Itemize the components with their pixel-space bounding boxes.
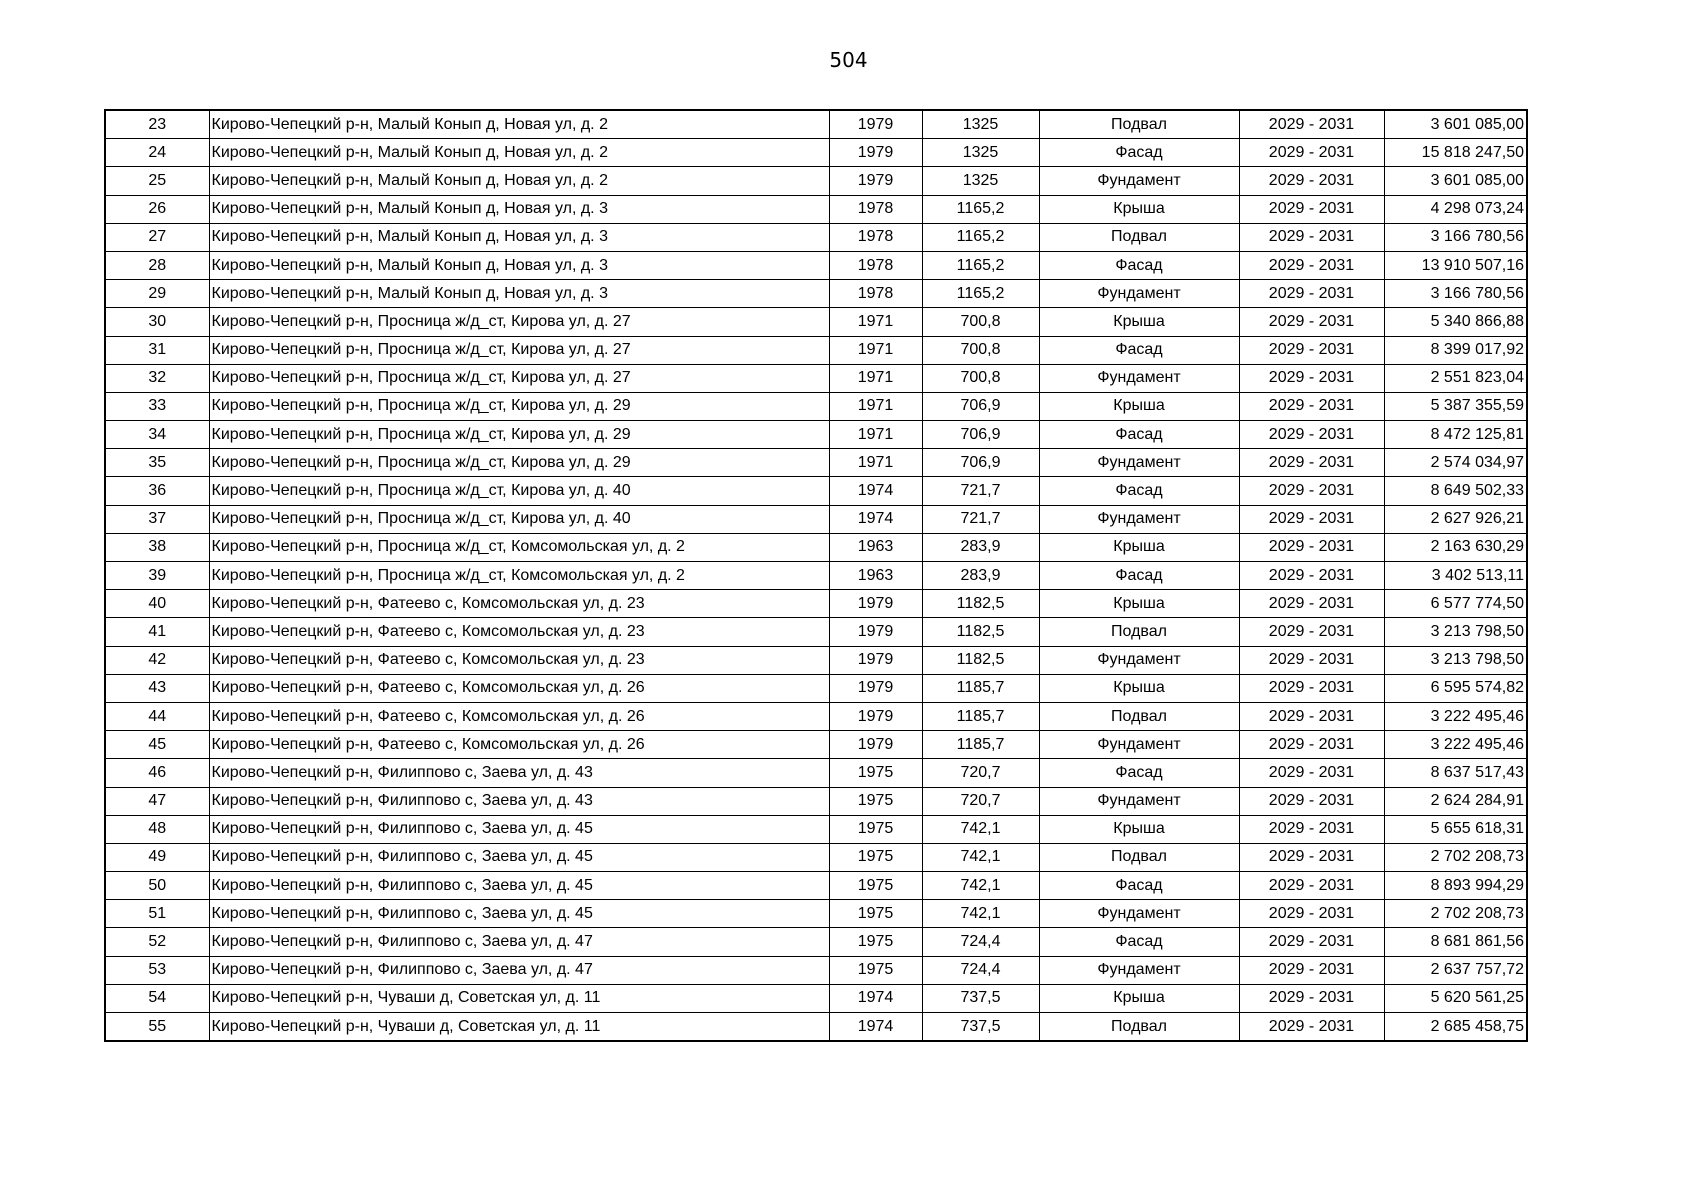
cell-year-built: 1975 [829, 872, 922, 900]
cell-period: 2029 - 2031 [1239, 900, 1384, 928]
cell-period: 2029 - 2031 [1239, 308, 1384, 336]
table-row [105, 702, 1527, 730]
cell-work-type: Фасад [1039, 139, 1239, 167]
cell-address: Кирово-Чепецкий р-н, Просница ж/д_ст, Кирова ул, д. 29 [209, 421, 829, 449]
cell-area: 1325 [922, 110, 1039, 139]
cell-cost: 8 637 517,43 [1384, 759, 1527, 787]
cell-address: Кирово-Чепецкий р-н, Фатеево с, Комсомольская ул, д. 26 [209, 674, 829, 702]
table-row [105, 787, 1527, 815]
cell-address: Кирово-Чепецкий р-н, Чуваши д, Советская ул, д. 11 [209, 1013, 829, 1042]
table-row [105, 308, 1527, 336]
cell-work-type: Фундамент [1039, 787, 1239, 815]
cell-work-type: Крыша [1039, 533, 1239, 561]
table-row [105, 956, 1527, 984]
cell-year-built: 1979 [829, 618, 922, 646]
cell-cost: 3 601 085,00 [1384, 110, 1527, 139]
cell-work-type: Фасад [1039, 759, 1239, 787]
table-row [105, 505, 1527, 533]
cell-work-type: Фундамент [1039, 364, 1239, 392]
cell-cost: 2 574 034,97 [1384, 449, 1527, 477]
cell-area: 742,1 [922, 872, 1039, 900]
cell-cost: 3 166 780,56 [1384, 223, 1527, 251]
cell-period: 2029 - 2031 [1239, 590, 1384, 618]
table-row [105, 984, 1527, 1012]
cell-cost: 5 655 618,31 [1384, 815, 1527, 843]
cell-period: 2029 - 2031 [1239, 421, 1384, 449]
table-row [105, 449, 1527, 477]
cell-address: Кирово-Чепецкий р-н, Малый Конып д, Новая ул, д. 3 [209, 223, 829, 251]
cell-address: Кирово-Чепецкий р-н, Фатеево с, Комсомольская ул, д. 23 [209, 590, 829, 618]
cell-address: Кирово-Чепецкий р-н, Чуваши д, Советская ул, д. 11 [209, 984, 829, 1012]
cell-address: Кирово-Чепецкий р-н, Малый Конып д, Новая ул, д. 2 [209, 167, 829, 195]
cell-period: 2029 - 2031 [1239, 646, 1384, 674]
cell-address: Кирово-Чепецкий р-н, Просница ж/д_ст, Кирова ул, д. 40 [209, 505, 829, 533]
cell-work-type: Крыша [1039, 674, 1239, 702]
cell-cost: 5 340 866,88 [1384, 308, 1527, 336]
cell-row-number: 54 [105, 984, 209, 1012]
cell-period: 2029 - 2031 [1239, 562, 1384, 590]
cell-area: 721,7 [922, 505, 1039, 533]
cell-row-number: 33 [105, 392, 209, 420]
cell-cost: 8 399 017,92 [1384, 336, 1527, 364]
cell-row-number: 32 [105, 364, 209, 392]
cell-address: Кирово-Чепецкий р-н, Просница ж/д_ст, Комсомольская ул, д. 2 [209, 533, 829, 561]
cell-period: 2029 - 2031 [1239, 759, 1384, 787]
cell-address: Кирово-Чепецкий р-н, Малый Конып д, Новая ул, д. 3 [209, 195, 829, 223]
cell-row-number: 42 [105, 646, 209, 674]
table-row [105, 280, 1527, 308]
cell-cost: 3 222 495,46 [1384, 731, 1527, 759]
cell-period: 2029 - 2031 [1239, 984, 1384, 1012]
cell-year-built: 1979 [829, 167, 922, 195]
table-row [105, 392, 1527, 420]
cell-area: 742,1 [922, 843, 1039, 871]
table-row [105, 477, 1527, 505]
cell-cost: 5 620 561,25 [1384, 984, 1527, 1012]
cell-row-number: 45 [105, 731, 209, 759]
cell-area: 706,9 [922, 392, 1039, 420]
cell-year-built: 1975 [829, 787, 922, 815]
cell-work-type: Фундамент [1039, 646, 1239, 674]
cell-year-built: 1971 [829, 308, 922, 336]
cell-period: 2029 - 2031 [1239, 731, 1384, 759]
cell-work-type: Подвал [1039, 223, 1239, 251]
cell-row-number: 39 [105, 562, 209, 590]
cell-area: 1325 [922, 167, 1039, 195]
cell-row-number: 23 [105, 110, 209, 139]
cell-year-built: 1963 [829, 533, 922, 561]
cell-year-built: 1979 [829, 731, 922, 759]
cell-row-number: 43 [105, 674, 209, 702]
cell-row-number: 50 [105, 872, 209, 900]
cell-cost: 13 910 507,16 [1384, 251, 1527, 279]
cell-cost: 2 685 458,75 [1384, 1013, 1527, 1042]
table-row [105, 195, 1527, 223]
cell-address: Кирово-Чепецкий р-н, Просница ж/д_ст, Кирова ул, д. 29 [209, 392, 829, 420]
cell-period: 2029 - 2031 [1239, 843, 1384, 871]
cell-address: Кирово-Чепецкий р-н, Просница ж/д_ст, Комсомольская ул, д. 2 [209, 562, 829, 590]
cell-address: Кирово-Чепецкий р-н, Малый Конып д, Новая ул, д. 2 [209, 110, 829, 139]
cell-work-type: Крыша [1039, 815, 1239, 843]
cell-period: 2029 - 2031 [1239, 392, 1384, 420]
cell-area: 1185,7 [922, 731, 1039, 759]
cell-row-number: 48 [105, 815, 209, 843]
cell-cost: 3 166 780,56 [1384, 280, 1527, 308]
table-row [105, 928, 1527, 956]
cell-year-built: 1963 [829, 562, 922, 590]
cell-year-built: 1971 [829, 421, 922, 449]
cell-year-built: 1975 [829, 956, 922, 984]
cell-year-built: 1979 [829, 646, 922, 674]
cell-period: 2029 - 2031 [1239, 223, 1384, 251]
table-row [105, 110, 1527, 139]
cell-row-number: 36 [105, 477, 209, 505]
cell-area: 1165,2 [922, 195, 1039, 223]
cell-work-type: Фундамент [1039, 280, 1239, 308]
cell-address: Кирово-Чепецкий р-н, Филиппово с, Заева ул, д. 45 [209, 815, 829, 843]
cell-row-number: 41 [105, 618, 209, 646]
cell-work-type: Фасад [1039, 872, 1239, 900]
cell-row-number: 28 [105, 251, 209, 279]
cell-area: 706,9 [922, 421, 1039, 449]
cell-row-number: 40 [105, 590, 209, 618]
cell-cost: 2 702 208,73 [1384, 900, 1527, 928]
cell-address: Кирово-Чепецкий р-н, Филиппово с, Заева ул, д. 45 [209, 900, 829, 928]
cell-work-type: Фундамент [1039, 505, 1239, 533]
cell-row-number: 31 [105, 336, 209, 364]
cell-address: Кирово-Чепецкий р-н, Филиппово с, Заева ул, д. 47 [209, 928, 829, 956]
cell-cost: 8 649 502,33 [1384, 477, 1527, 505]
cell-area: 720,7 [922, 759, 1039, 787]
table-row [105, 364, 1527, 392]
cell-row-number: 53 [105, 956, 209, 984]
cell-work-type: Подвал [1039, 618, 1239, 646]
cell-period: 2029 - 2031 [1239, 674, 1384, 702]
cell-work-type: Подвал [1039, 843, 1239, 871]
cell-period: 2029 - 2031 [1239, 872, 1384, 900]
table-row [105, 223, 1527, 251]
cell-row-number: 51 [105, 900, 209, 928]
cell-cost: 2 627 926,21 [1384, 505, 1527, 533]
cell-address: Кирово-Чепецкий р-н, Малый Конып д, Новая ул, д. 3 [209, 251, 829, 279]
cell-period: 2029 - 2031 [1239, 1013, 1384, 1042]
cell-area: 1165,2 [922, 223, 1039, 251]
cell-row-number: 34 [105, 421, 209, 449]
cell-period: 2029 - 2031 [1239, 618, 1384, 646]
cell-area: 1165,2 [922, 251, 1039, 279]
cell-year-built: 1978 [829, 251, 922, 279]
cell-row-number: 49 [105, 843, 209, 871]
cell-cost: 2 624 284,91 [1384, 787, 1527, 815]
cell-row-number: 30 [105, 308, 209, 336]
cell-year-built: 1975 [829, 759, 922, 787]
cell-row-number: 25 [105, 167, 209, 195]
cell-area: 742,1 [922, 815, 1039, 843]
cell-year-built: 1971 [829, 336, 922, 364]
cell-work-type: Крыша [1039, 308, 1239, 336]
cell-period: 2029 - 2031 [1239, 533, 1384, 561]
cell-address: Кирово-Чепецкий р-н, Филиппово с, Заева ул, д. 43 [209, 787, 829, 815]
cell-year-built: 1975 [829, 843, 922, 871]
cell-period: 2029 - 2031 [1239, 449, 1384, 477]
cell-area: 1185,7 [922, 702, 1039, 730]
cell-cost: 6 595 574,82 [1384, 674, 1527, 702]
cell-period: 2029 - 2031 [1239, 336, 1384, 364]
cell-cost: 8 893 994,29 [1384, 872, 1527, 900]
cell-address: Кирово-Чепецкий р-н, Филиппово с, Заева ул, д. 45 [209, 872, 829, 900]
table-row [105, 167, 1527, 195]
cell-year-built: 1978 [829, 280, 922, 308]
cell-year-built: 1975 [829, 928, 922, 956]
cell-period: 2029 - 2031 [1239, 139, 1384, 167]
cell-year-built: 1975 [829, 900, 922, 928]
cell-cost: 2 637 757,72 [1384, 956, 1527, 984]
cell-area: 1182,5 [922, 618, 1039, 646]
cell-year-built: 1979 [829, 590, 922, 618]
cell-cost: 2 163 630,29 [1384, 533, 1527, 561]
table-row [105, 759, 1527, 787]
cell-year-built: 1975 [829, 815, 922, 843]
table-row [105, 336, 1527, 364]
cell-area: 1325 [922, 139, 1039, 167]
cell-row-number: 55 [105, 1013, 209, 1042]
table-row [105, 815, 1527, 843]
cell-area: 1182,5 [922, 646, 1039, 674]
cell-row-number: 35 [105, 449, 209, 477]
cell-area: 1165,2 [922, 280, 1039, 308]
cell-period: 2029 - 2031 [1239, 815, 1384, 843]
cell-work-type: Фундамент [1039, 167, 1239, 195]
cell-cost: 3 601 085,00 [1384, 167, 1527, 195]
table-body [105, 110, 1527, 1041]
cell-year-built: 1971 [829, 449, 922, 477]
table-row [105, 139, 1527, 167]
cell-period: 2029 - 2031 [1239, 167, 1384, 195]
cell-cost: 6 577 774,50 [1384, 590, 1527, 618]
cell-cost: 2 702 208,73 [1384, 843, 1527, 871]
cell-cost: 8 681 861,56 [1384, 928, 1527, 956]
cell-row-number: 37 [105, 505, 209, 533]
cell-row-number: 26 [105, 195, 209, 223]
table-row [105, 618, 1527, 646]
cell-work-type: Фундамент [1039, 900, 1239, 928]
cell-year-built: 1979 [829, 139, 922, 167]
cell-row-number: 52 [105, 928, 209, 956]
cell-address: Кирово-Чепецкий р-н, Просница ж/д_ст, Кирова ул, д. 27 [209, 336, 829, 364]
cell-area: 700,8 [922, 336, 1039, 364]
table-row [105, 251, 1527, 279]
cell-area: 700,8 [922, 308, 1039, 336]
cell-work-type: Фасад [1039, 477, 1239, 505]
cell-year-built: 1971 [829, 364, 922, 392]
cell-period: 2029 - 2031 [1239, 251, 1384, 279]
cell-row-number: 44 [105, 702, 209, 730]
cell-period: 2029 - 2031 [1239, 364, 1384, 392]
cell-work-type: Крыша [1039, 984, 1239, 1012]
cell-period: 2029 - 2031 [1239, 702, 1384, 730]
table-row [105, 674, 1527, 702]
cell-work-type: Крыша [1039, 195, 1239, 223]
cell-row-number: 38 [105, 533, 209, 561]
cell-work-type: Крыша [1039, 590, 1239, 618]
cell-work-type: Подвал [1039, 702, 1239, 730]
table-row [105, 533, 1527, 561]
cell-address: Кирово-Чепецкий р-н, Просница ж/д_ст, Кирова ул, д. 27 [209, 308, 829, 336]
cell-row-number: 24 [105, 139, 209, 167]
cell-cost: 8 472 125,81 [1384, 421, 1527, 449]
cell-work-type: Фасад [1039, 562, 1239, 590]
cell-row-number: 47 [105, 787, 209, 815]
cell-work-type: Подвал [1039, 1013, 1239, 1042]
cell-period: 2029 - 2031 [1239, 195, 1384, 223]
cell-cost: 3 213 798,50 [1384, 646, 1527, 674]
cell-area: 283,9 [922, 533, 1039, 561]
cell-cost: 3 402 513,11 [1384, 562, 1527, 590]
table-row [105, 562, 1527, 590]
table-row [105, 872, 1527, 900]
cell-address: Кирово-Чепецкий р-н, Фатеево с, Комсомольская ул, д. 23 [209, 618, 829, 646]
cell-year-built: 1979 [829, 702, 922, 730]
cell-address: Кирово-Чепецкий р-н, Просница ж/д_ст, Кирова ул, д. 27 [209, 364, 829, 392]
cell-address: Кирово-Чепецкий р-н, Малый Конып д, Новая ул, д. 3 [209, 280, 829, 308]
cell-address: Кирово-Чепецкий р-н, Филиппово с, Заева ул, д. 43 [209, 759, 829, 787]
cell-address: Кирово-Чепецкий р-н, Малый Конып д, Новая ул, д. 2 [209, 139, 829, 167]
table-row [105, 1013, 1527, 1042]
repair-schedule-table [104, 109, 1528, 1042]
cell-area: 737,5 [922, 1013, 1039, 1042]
cell-year-built: 1979 [829, 110, 922, 139]
cell-period: 2029 - 2031 [1239, 787, 1384, 815]
cell-area: 742,1 [922, 900, 1039, 928]
cell-work-type: Фасад [1039, 421, 1239, 449]
page-number: 504 [829, 48, 868, 72]
table-row [105, 590, 1527, 618]
cell-period: 2029 - 2031 [1239, 280, 1384, 308]
cell-cost: 5 387 355,59 [1384, 392, 1527, 420]
cell-area: 737,5 [922, 984, 1039, 1012]
cell-cost: 3 222 495,46 [1384, 702, 1527, 730]
cell-row-number: 27 [105, 223, 209, 251]
cell-address: Кирово-Чепецкий р-н, Филиппово с, Заева ул, д. 45 [209, 843, 829, 871]
cell-period: 2029 - 2031 [1239, 505, 1384, 533]
table-row [105, 900, 1527, 928]
cell-address: Кирово-Чепецкий р-н, Просница ж/д_ст, Кирова ул, д. 40 [209, 477, 829, 505]
cell-year-built: 1978 [829, 195, 922, 223]
cell-work-type: Фасад [1039, 928, 1239, 956]
cell-area: 724,4 [922, 956, 1039, 984]
cell-area: 724,4 [922, 928, 1039, 956]
table-row [105, 421, 1527, 449]
cell-area: 721,7 [922, 477, 1039, 505]
cell-work-type: Фундамент [1039, 449, 1239, 477]
cell-period: 2029 - 2031 [1239, 928, 1384, 956]
cell-work-type: Фасад [1039, 251, 1239, 279]
cell-year-built: 1979 [829, 674, 922, 702]
cell-period: 2029 - 2031 [1239, 956, 1384, 984]
cell-cost: 2 551 823,04 [1384, 364, 1527, 392]
cell-year-built: 1974 [829, 1013, 922, 1042]
cell-row-number: 46 [105, 759, 209, 787]
cell-area: 700,8 [922, 364, 1039, 392]
cell-year-built: 1978 [829, 223, 922, 251]
cell-work-type: Подвал [1039, 110, 1239, 139]
cell-work-type: Фундамент [1039, 956, 1239, 984]
cell-area: 1182,5 [922, 590, 1039, 618]
cell-work-type: Фундамент [1039, 731, 1239, 759]
cell-period: 2029 - 2031 [1239, 110, 1384, 139]
cell-row-number: 29 [105, 280, 209, 308]
cell-address: Кирово-Чепецкий р-н, Фатеево с, Комсомольская ул, д. 26 [209, 731, 829, 759]
table-row [105, 646, 1527, 674]
cell-area: 706,9 [922, 449, 1039, 477]
cell-area: 283,9 [922, 562, 1039, 590]
cell-cost: 4 298 073,24 [1384, 195, 1527, 223]
cell-work-type: Фасад [1039, 336, 1239, 364]
cell-work-type: Крыша [1039, 392, 1239, 420]
cell-cost: 15 818 247,50 [1384, 139, 1527, 167]
cell-address: Кирово-Чепецкий р-н, Фатеево с, Комсомольская ул, д. 26 [209, 702, 829, 730]
cell-address: Кирово-Чепецкий р-н, Просница ж/д_ст, Кирова ул, д. 29 [209, 449, 829, 477]
cell-year-built: 1974 [829, 984, 922, 1012]
cell-address: Кирово-Чепецкий р-н, Филиппово с, Заева ул, д. 47 [209, 956, 829, 984]
cell-cost: 3 213 798,50 [1384, 618, 1527, 646]
table-row [105, 731, 1527, 759]
cell-period: 2029 - 2031 [1239, 477, 1384, 505]
cell-area: 1185,7 [922, 674, 1039, 702]
cell-year-built: 1974 [829, 505, 922, 533]
cell-address: Кирово-Чепецкий р-н, Фатеево с, Комсомольская ул, д. 23 [209, 646, 829, 674]
cell-area: 720,7 [922, 787, 1039, 815]
table-row [105, 843, 1527, 871]
cell-year-built: 1974 [829, 477, 922, 505]
cell-year-built: 1971 [829, 392, 922, 420]
